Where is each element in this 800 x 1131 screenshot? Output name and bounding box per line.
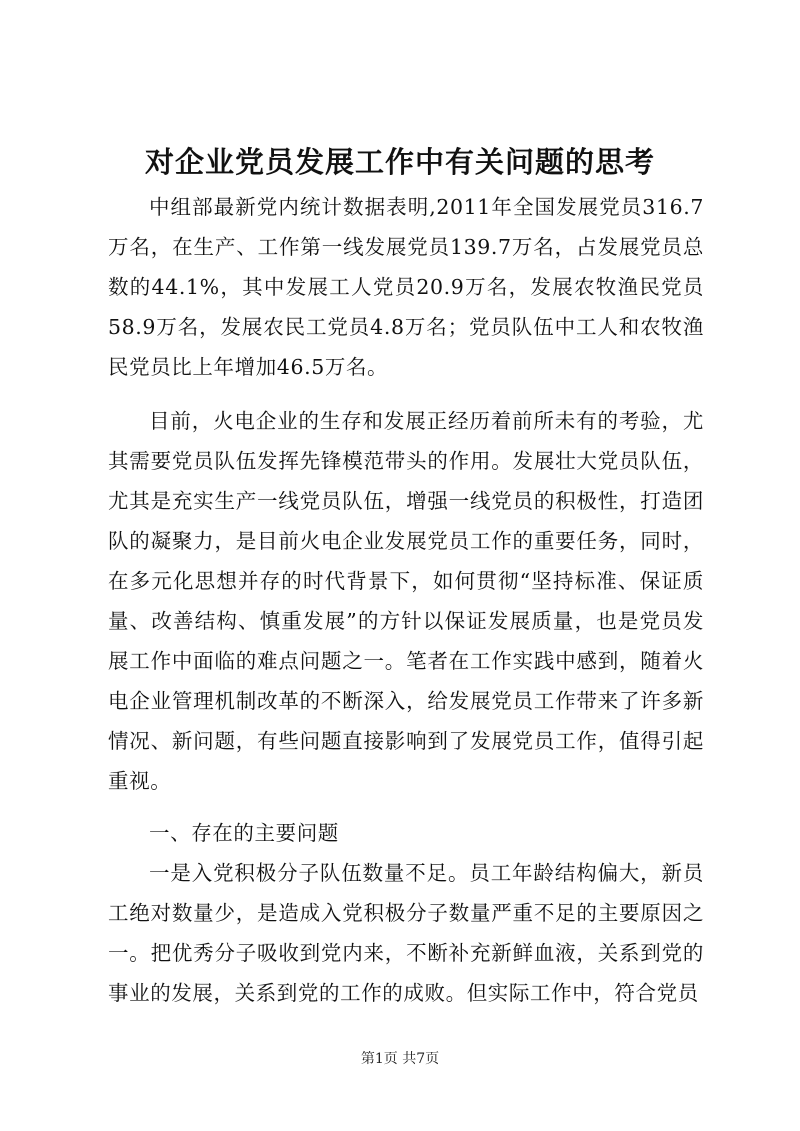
page-indicator: 第1页 共7页 (360, 1051, 440, 1067)
section-heading: 一、存在的主要问题 (149, 821, 339, 845)
document-body (108, 187, 704, 1013)
paragraph-background: 目前，火电企业的生存和发展正经历着前所未有的考验，尤其需要党员队伍发挥先锋模范带头的作用。发展壮大党员队伍，尤其是充实生产一线党员队伍，增强一线党员的积极性，打造团队的凝聚力，是目前火电企业发展党员工作的重要任务，同时，在多元化思想并存的时代背景下，如何贯彻“坚持标准、保证质量、改善结构、慎重发展”的方针以保证发展质量，也是党员发展工作中面临的难点问题之一。笔者在工作实践中感到，随着火电企业管理机制改革的不断深入，给发展党员工作带来了许多新情况、新问题，有些问题直接影响到了发展党员工作，值得引起重视。 (108, 409, 704, 793)
document-title: 对企业党员发展工作中有关问题的思考 (144, 145, 655, 179)
paragraph-problem-one: 一是入党积极分子队伍数量不足。员工年龄结构偏大，新员工绝对数量少，是造成入党积极分子数量严重不足的主要原因之一。把优秀分子吸收到党内来，不断补充新鲜血液，关系到党的事业的发展，关系到党的工作的成败。但实际工作中，符合党员 (108, 861, 704, 1005)
paragraph-statistics: 中组部最新党内统计数据表明,2011年全国发展党员316.7万名，在生产、工作第一线发展党员139.7万名，占发展党员总数的44.1%，其中发展工人党员20.9万名，发展农牧渔民党员58.9万名，发展农民工党员4.8万名；党员队伍中工人和农牧渔民党员比上年增加46.5万名。 (108, 195, 704, 379)
